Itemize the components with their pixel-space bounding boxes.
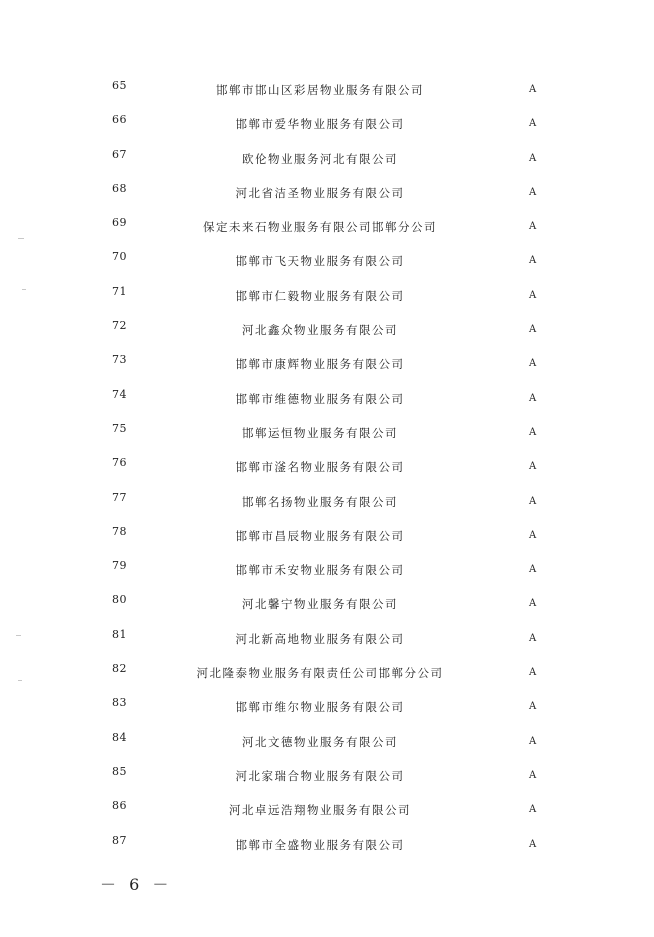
table-row	[0, 620, 654, 654]
row-number: 67	[112, 147, 127, 161]
table-row	[0, 311, 654, 345]
table-row	[0, 71, 654, 105]
row-number: 81	[112, 627, 127, 641]
table-row	[0, 345, 654, 379]
company-name: 邯郸市爱华物业服务有限公司	[235, 117, 405, 132]
table-row	[0, 585, 654, 619]
table-row	[0, 277, 654, 311]
row-number: 79	[112, 559, 127, 573]
company-name: 邯郸市维德物业服务有限公司	[235, 391, 405, 406]
company-name: 邯郸市昌辰物业服务有限公司	[235, 528, 405, 543]
grade-value: A	[529, 838, 537, 850]
table-row	[0, 380, 654, 414]
table-row	[0, 723, 654, 757]
row-number: 80	[112, 593, 127, 607]
page-number: － 6 －	[100, 875, 173, 894]
company-name: 邯郸市维尔物业服务有限公司	[235, 700, 405, 715]
row-number: 65	[112, 79, 127, 92]
grade-value: A	[529, 495, 537, 507]
row-number: 87	[112, 833, 127, 847]
grade-value: A	[529, 426, 537, 438]
grade-value: A	[529, 701, 537, 713]
grade-value: A	[529, 564, 537, 576]
table-row	[0, 654, 654, 688]
row-number: 75	[112, 421, 127, 435]
company-name: 邯郸市邯山区彩居物业服务有限公司	[216, 83, 424, 97]
company-name: 河北馨宁物业服务有限公司	[242, 597, 398, 612]
row-number: 71	[112, 284, 127, 298]
row-number: 69	[112, 216, 127, 230]
table-row	[0, 551, 654, 585]
grade-value: A	[529, 186, 537, 198]
grade-value: A	[529, 324, 537, 336]
grade-value: A	[529, 221, 537, 233]
company-name: 河北新高地物业服务有限公司	[235, 631, 405, 646]
row-number: 72	[112, 319, 127, 333]
company-name: 河北鑫众物业服务有限公司	[242, 323, 398, 338]
table-row	[0, 174, 654, 208]
table-row	[0, 791, 654, 825]
company-name: 邯郸市康辉物业服务有限公司	[235, 357, 405, 372]
row-number: 68	[112, 181, 127, 195]
table-row	[0, 688, 654, 722]
row-number: 78	[112, 524, 127, 538]
company-name: 邯郸名扬物业服务有限公司	[242, 494, 398, 509]
table-row	[0, 517, 654, 551]
grade-value: A	[529, 632, 537, 644]
grade-value: A	[529, 152, 537, 164]
company-name: 邯郸运恒物业服务有限公司	[242, 425, 398, 440]
table-row	[0, 242, 654, 276]
grade-value: A	[529, 255, 537, 267]
company-name: 邯郸市滏名物业服务有限公司	[235, 460, 405, 475]
grade-value: A	[529, 667, 537, 679]
row-number: 76	[112, 456, 127, 470]
grade-value: A	[529, 84, 537, 95]
table-row	[0, 208, 654, 242]
table-row	[0, 483, 654, 517]
company-name: 河北文德物业服务有限公司	[242, 734, 398, 749]
row-number: 74	[112, 387, 127, 401]
table-row	[0, 757, 654, 791]
company-name: 邯郸市全盛物业服务有限公司	[235, 837, 405, 852]
row-number: 73	[112, 353, 127, 367]
company-name: 河北家瑞合物业服务有限公司	[235, 768, 405, 783]
grade-value: A	[529, 392, 537, 404]
row-number: 84	[112, 730, 127, 744]
grade-value: A	[529, 735, 537, 747]
company-name: 保定未来石物业服务有限公司邯郸分公司	[203, 220, 437, 235]
company-name: 河北卓远浩翔物业服务有限公司	[229, 803, 411, 818]
row-number: 70	[112, 250, 127, 264]
company-name: 邯郸市仁毅物业服务有限公司	[235, 288, 405, 303]
grade-value: A	[529, 529, 537, 541]
row-number: 86	[112, 799, 127, 813]
row-number: 83	[112, 696, 127, 710]
company-name: 邯郸市禾安物业服务有限公司	[235, 563, 405, 578]
grade-value: A	[529, 118, 537, 130]
grade-value: A	[529, 598, 537, 610]
company-name: 欧伦物业服务河北有限公司	[242, 151, 398, 166]
row-number: 66	[112, 113, 127, 127]
company-name: 河北省洁圣物业服务有限公司	[235, 185, 405, 200]
grade-value: A	[529, 461, 537, 473]
company-list-table	[0, 71, 654, 860]
table-row	[0, 414, 654, 448]
grade-value: A	[529, 804, 537, 816]
table-row	[0, 140, 654, 174]
grade-value: A	[529, 769, 537, 781]
table-row	[0, 105, 654, 139]
grade-value: A	[529, 358, 537, 370]
table-row	[0, 826, 654, 860]
row-number: 85	[112, 764, 127, 778]
company-name: 邯郸市飞天物业服务有限公司	[235, 254, 405, 269]
table-row	[0, 448, 654, 482]
row-number: 77	[112, 490, 127, 504]
company-name: 河北隆泰物业服务有限责任公司邯郸分公司	[196, 666, 444, 681]
grade-value: A	[529, 289, 537, 301]
row-number: 82	[112, 662, 127, 676]
